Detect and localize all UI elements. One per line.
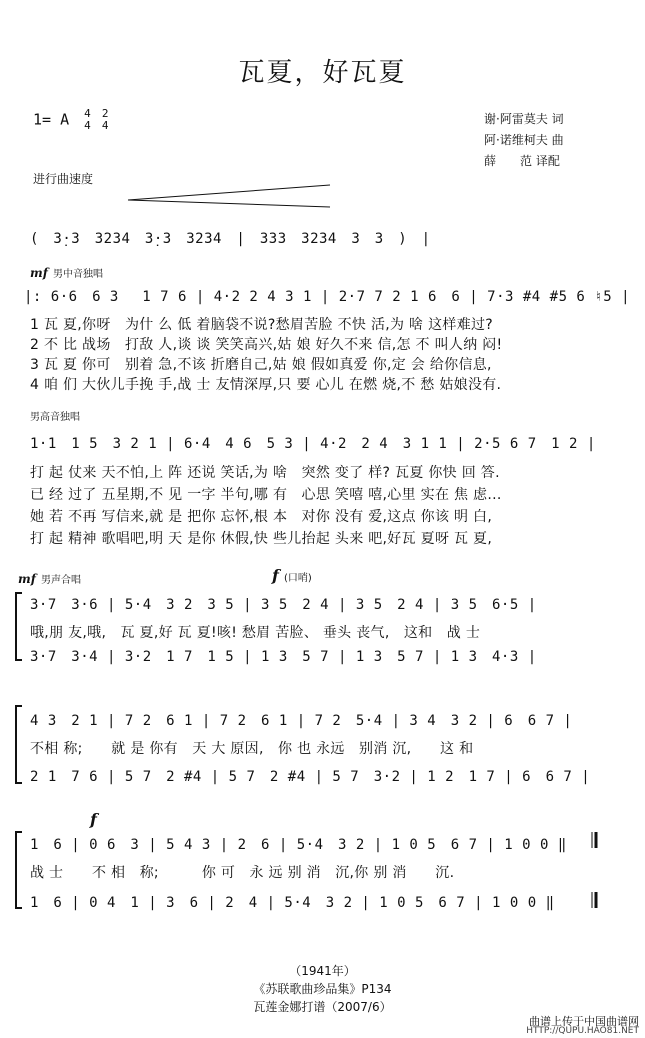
section3-lyrics: 哦,朋 友,哦, 瓦 夏,好 瓦 夏!咳! 愁眉 苦脸、 垂头 丧气, 这和 战 士 <box>30 625 481 641</box>
voice-label: 男声合唱 <box>40 575 81 586</box>
section2-lyric-4: 打 起 精神 歌唱吧,明 天 是你 休假,快 些儿抬起 头来 吧,好瓦 夏呀 瓦 夏, <box>30 531 493 547</box>
section4-lower-notation: 2 1 7 6 | 5 7 2 #4 | 5 7 2 #4 | 5 7 3·2 | 1 2 1 7 | 6 6 7 | <box>30 769 591 785</box>
section5-lower-notation: 1 6 | 0 4 1 | 3 6 | 2 4 | 5·4 3 2 | 1 0 5 6 7 | 1 0 0 ‖ <box>30 895 555 911</box>
section5-lyrics: 战 士 不 相 称; 你 可 永 远 别 消 沉,你 别 消 沉. <box>30 865 455 881</box>
footer-year: （1941年） <box>289 964 356 978</box>
footer-source: 《苏联歌曲珍品集》P134 <box>253 982 392 996</box>
dynamic-mf: mf <box>18 572 36 586</box>
section1-notation: |: 6·6 6 3 1 7 6 | 4·2 2 4 3 1 | 2·7 7 2 1 6 6 | 7·3 #4 #5 6 ♮5 | <box>24 289 631 305</box>
song-title: 瓦夏，好瓦夏 <box>238 58 407 88</box>
key-label: 1= A <box>33 110 70 129</box>
section3-header <box>18 568 81 587</box>
section2-lyric-2: 已 经 过了 五星期,不 见 一字 半句,哪 有 心思 笑嘻 嘻,心里 实在 焦 虑... <box>30 487 502 503</box>
section5-upper-notation: 1 6 | 0 6 3 | 5 4 3 | 2 6 | 5·4 3 2 | 1 0 5 6 7 | 1 0 0 ‖ <box>30 837 567 853</box>
watermark-site: 曲谱上传于中国曲谱网 <box>529 1015 639 1028</box>
forte-whistle <box>272 566 312 585</box>
time-sig-den: 4 <box>84 119 91 132</box>
dynamic-f: f <box>272 566 279 585</box>
time-sig-den: 4 <box>101 119 109 132</box>
section4-upper-notation: 4 3 2 1 | 7 2 6 1 | 7 2 6 1 | 7 2 5·4 | 3 4 3 2 | 6 6 7 | <box>30 713 573 729</box>
section4-lyrics: 不相 称; 就 是 你有 天 大 原因, 你 也 永远 别消 沉, 这 和 <box>30 741 474 757</box>
section2-notation: 1·1 1 5 3 2 1 | 6·4 4 6 5 3 | 4·2 2 4 3 1 1 | 2·5 6 7 1 2 | <box>30 436 596 452</box>
section1-lyric-2: 2 不 比 战场 打敌 人,谈 谈 笑笑高兴,姑 娘 好久不来 信,怎 不 叫人纳 闷! <box>30 337 503 353</box>
section3-upper-notation: 3·7 3·6 | 5·4 3 2 3 5 | 3 5 2 4 | 3 5 2 4 | 3 5 6·5 | <box>30 597 537 613</box>
footer-transcriber: 瓦莲金娜打谱（2007/6） <box>253 1000 392 1014</box>
section1-lyric-3: 3 瓦 夏 你可 别着 急,不该 折磨自己,姑 娘 假如真爱 你,定 会 给你信息, <box>30 357 492 373</box>
whistle-note: (口哨) <box>283 573 312 584</box>
section1-header <box>30 262 103 281</box>
section3-lower-notation: 3·7 3·4 | 3·2 1 7 1 5 | 1 3 5 7 | 1 3 5 7 | 1 3 4·3 | <box>30 649 537 665</box>
tempo-marking: 进行曲速度 <box>33 172 94 186</box>
time-sig-num: 4 <box>84 107 91 120</box>
lyricist-credit: 谢·阿雷莫夫 词 <box>484 112 564 126</box>
intro-notation: ( 3̣·3 3234 3̣·3 3234 | 333 3234 3 3 ) | <box>30 231 431 247</box>
section1-lyric-1: 1 瓦 夏,你呀 为什 么 低 着脑袋不说?愁眉苦脸 不快 活,为 啥 这样难过? <box>30 317 494 333</box>
composer-credit: 阿·诺维柯夫 曲 <box>484 133 564 147</box>
section2-label: 男高音独唱 <box>30 412 80 423</box>
section1-lyric-4: 4 咱 们 大伙儿手挽 手,战 士 友情深厚,只 要 心儿 在燃 烧,不 愁 姑娘没有. <box>30 377 502 393</box>
translator-credit: 薛 范 译配 <box>484 154 560 168</box>
dynamic-f: f <box>90 810 97 829</box>
dynamic-mf: mf <box>30 266 48 280</box>
time-sig-num: 2 <box>101 107 109 120</box>
section2-lyric-1: 打 起 仗来 天不怕,上 阵 还说 笑话,为 啥 突然 变了 样? 瓦夏 你快 回 答. <box>30 465 500 481</box>
voice-label: 男中音独唱 <box>52 269 103 280</box>
watermark-url: HTTP://QUPU.HAO81.NET <box>526 1026 639 1036</box>
section2-lyric-3: 她 若 不再 写信来,就 是 把你 忘怀,根 本 对你 没有 爱,这点 你该 明 白, <box>30 509 493 525</box>
